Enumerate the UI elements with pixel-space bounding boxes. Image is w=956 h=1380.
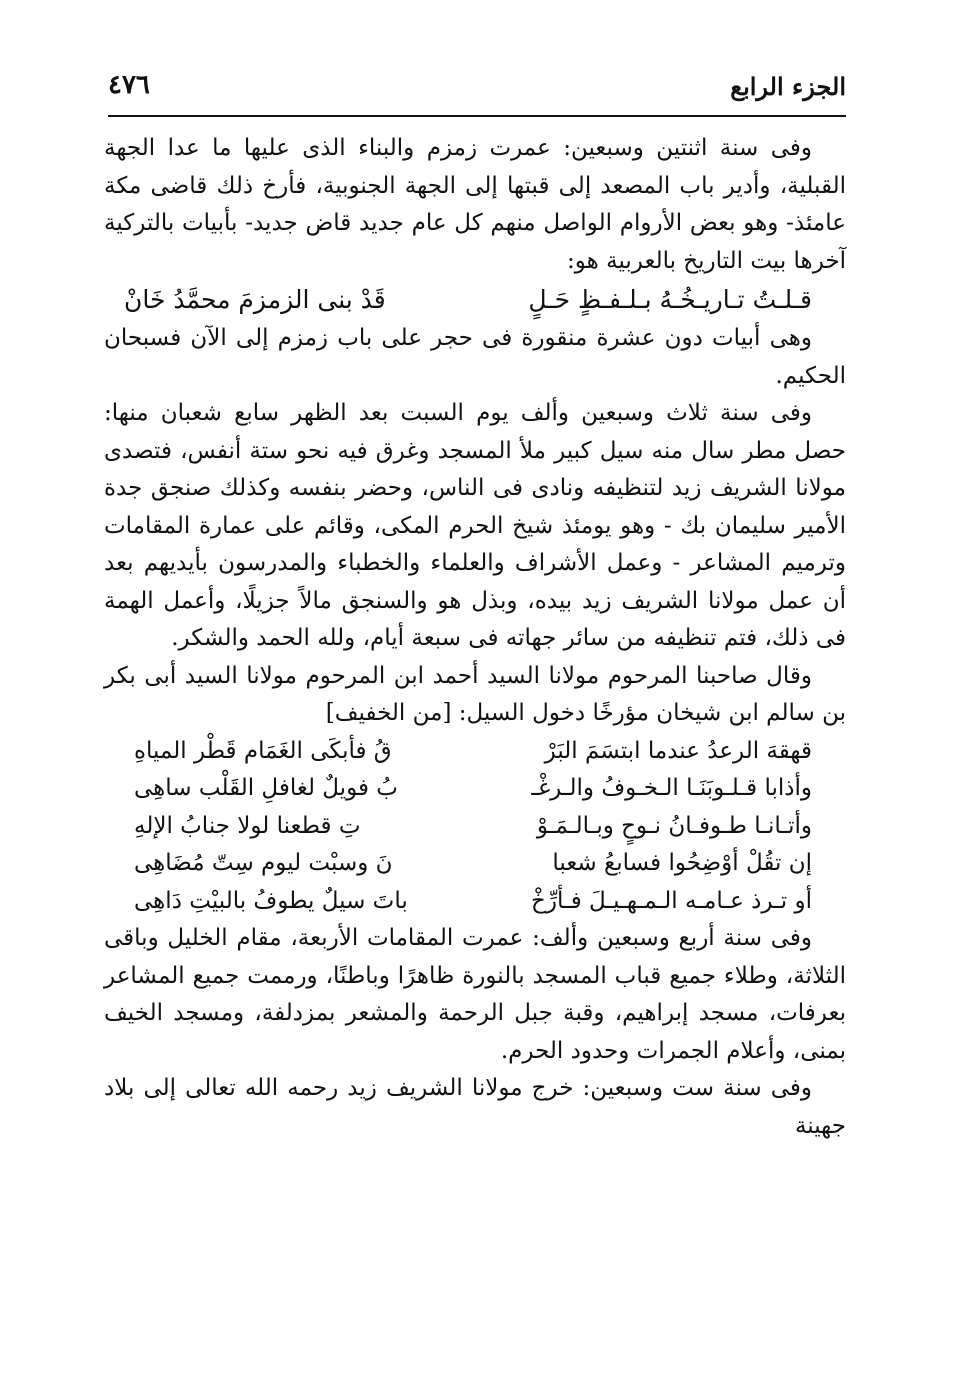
poem-hemistich-second: تِ قطعنا لولا جنابُ الإلهِ — [134, 812, 361, 839]
poem-hemistich-second: بُ فويلٌ لغافلِ القَلْب ساهِى — [134, 775, 398, 801]
poem-verse — [134, 883, 812, 921]
meter-label: [من الخفيف] — [325, 700, 452, 726]
poem-hemistich-first: أو تـرذ عـامـه الـمـهـيـلَ فـأرِّخْ — [531, 887, 812, 914]
page-number: ٤٧٦ — [108, 70, 150, 100]
poem-hemistich-first: إن تقُلْ أوْضِحُوا فسابعُ شعبا — [552, 850, 812, 876]
poet-intro-text: وقال صاحبنا المرحوم مولانا السيد أحمد ابن المرحوم مولانا السيد أبى بكر بن سالم ابن شيخان مؤرخًا دخول السيل: — [104, 662, 846, 726]
poem-hemistich-second: نَ وسبْت ليوم سِتّ مُضَاهِى — [134, 850, 393, 876]
paragraph-zamzam-restoration: وفى سنة اثنتين وسبعين: عمرت زمزم والبناء الذى عليها ما عدا الجهة القبلية، وأدير باب المصعد إلى قبتها إلى الجهة الجنوبية، فأرخ ذلك قاضى مكة عامئذ- وهو بعض الأروام الواصل منهم كل عام جديد قاض جديد- بأبيات بالتركية آخرها بيت التاريخ بالعربية هو: — [104, 135, 846, 274]
paragraph-maqamat: وفى سنة أربع وسبعين وألف: عمرت المقامات الأربعة، مقام الخليل وباقى الثلاثة، وطلاء جميع قباب المسجد بالنورة ظاهرًا وباطنًا، ورممت جميع المشاعر بعرفات، مسجد إبراهيم، وقبة جبل الرحمة والمشعر بمزدلفة، ومسجد الخيف بمنى، وأعلام الجمرات وحدود الحرم. — [104, 925, 846, 1064]
poem-hemistich-first: وأذابا قـلـوبَنَـا الـخـوفُ والـرغْـ — [531, 775, 812, 801]
poem-verse — [134, 845, 812, 883]
page-body — [104, 130, 846, 1145]
poem-verse — [134, 808, 812, 846]
poem-hemistich-first: قهقهَ الرعدُ عندما ابتسَمَ البَرْ — [544, 737, 812, 764]
poem-hemistich-second: باتَ سيلٌ يطوفُ بالبيْتِ دَاهِى — [134, 887, 408, 914]
poem-hemistich-second: قُ فأبكَى الغَمَام قَطْر المياهِ — [134, 737, 392, 764]
running-title: الجزء الرابع — [730, 72, 846, 101]
poem-verse — [134, 770, 812, 808]
poem-hemistich-first: وأتـانـا طـوفـانُ نـوحٍ وبـالـمَـوْ — [536, 812, 812, 839]
paragraph-flood: وفى سنة ثلاث وسبعين وألف يوم السبت بعد الظهر سابع شعبان منها: حصل مطر سال منه سيل كبير ملأ المسجد وغرق فيه نحو ستة أنفس، فتصدى مولانا الشريف زيد لتنظيفه ونادى فى الناس، وحضر بنفسه وكذلك صنجق جدة الأمير سليمان بك - وهو يومئذ شيخ الحرم المكى، وقائم على عمارة المقامات وترميم المشاعر - وعمل الأشراف والعلماء والخطباء والمدرسون بأيديهم بعد أن عمل مولانا الشريف زيد بيده، وبذل هو والسنجق مالاً جزيلًا، وأعمل الهمة فى ذلك، فتم تنظيفه من سائر جهاته فى سبعة أيام، ولله الحمد والشكر. — [104, 400, 846, 651]
verse-date-line — [104, 280, 846, 320]
poem — [104, 733, 846, 921]
page-header — [108, 70, 846, 112]
paragraph-juhayna: وفى سنة ست وسبعين: خرج مولانا الشريف زيد رحمه الله تعالى إلى بلاد جهينة — [104, 1075, 846, 1139]
verse-hemistich-second: قَدْ بنى الزمزمَ محمَّدُ خَانْ — [124, 285, 386, 314]
poem-verse — [134, 733, 812, 771]
paragraph-poet-intro — [104, 658, 846, 733]
header-rule — [108, 115, 846, 117]
paragraph-inscription: وهى أبيات دون عشرة منقورة فى حجر على باب زمزم إلى الآن فسبحان الحكيم. — [104, 325, 846, 389]
verse-hemistich-first: قـلـتُ تـاريـخُـهُ بـلـفـظٍ حَـلٍ — [528, 285, 812, 314]
